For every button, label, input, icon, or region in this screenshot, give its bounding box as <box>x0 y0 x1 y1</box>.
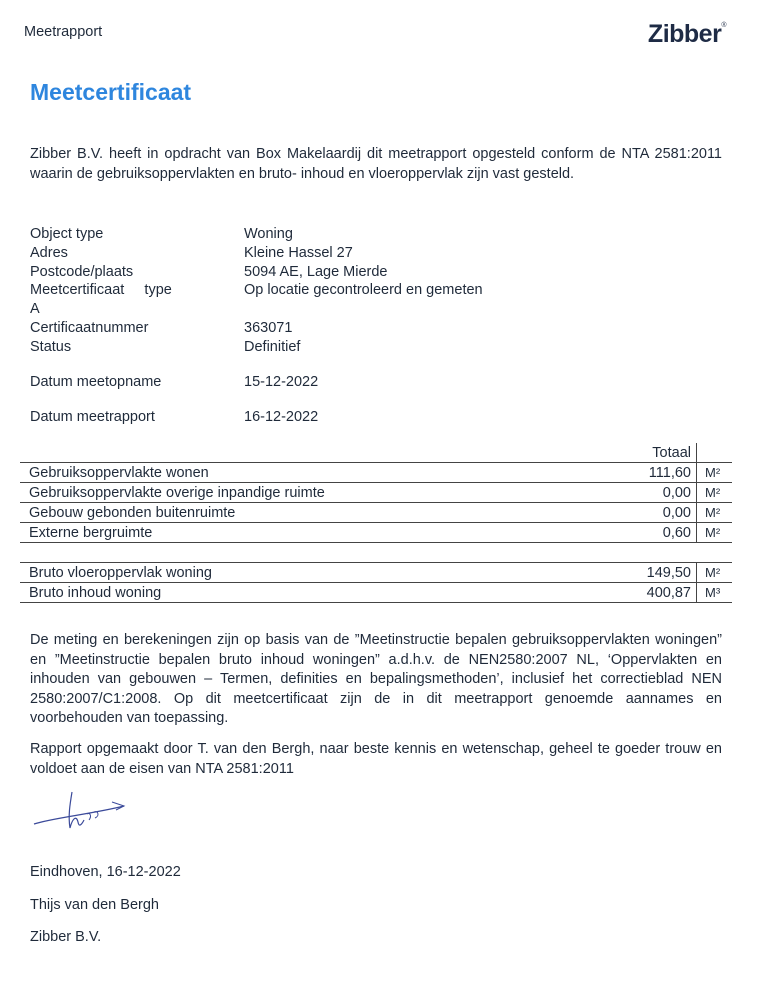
row-label: Gebouw gebonden buitenruimte <box>20 503 612 523</box>
zibber-logo <box>648 20 726 49</box>
intro-paragraph: Zibber B.V. heeft in opdracht van Box Makelaardij dit meetrapport opgesteld conform de NTA 2581:2011 waarin de gebruiksoppervlakten en bruto- inhoud en vloeroppervlak zijn vast gesteld. <box>30 146 722 182</box>
row-label: Gebruiksoppervlakte wonen <box>29 464 209 481</box>
measurement-table <box>20 443 732 603</box>
row-value: 0,00 <box>612 503 697 523</box>
table-row <box>20 503 732 523</box>
row-value: 0,00 <box>612 483 697 503</box>
cert-type-label: Meetcertificaat type <box>30 282 172 299</box>
row-unit: M² <box>697 523 733 543</box>
table-spacer <box>20 543 732 563</box>
total-header: Totaal <box>612 443 697 463</box>
row-value: 149,50 <box>612 563 697 583</box>
logo-text: Zibber <box>647 20 722 48</box>
postcode-label: Postcode/plaats <box>30 263 134 280</box>
row-unit: M² <box>697 563 733 583</box>
date-meetrapport <box>30 409 318 425</box>
footer-company: Zibber B.V. <box>30 929 102 945</box>
row-label: Bruto inhoud woning <box>20 583 612 603</box>
date-meetopname <box>30 374 318 390</box>
meetrapport-label: Datum meetrapport <box>30 409 155 425</box>
table-row <box>20 483 732 503</box>
row-value: 0,60 <box>612 523 697 543</box>
row-unit: M³ <box>697 583 733 603</box>
row-value: 400,87 <box>612 583 697 603</box>
row-label: Externe bergruimte <box>20 523 612 543</box>
status-value: Definitief <box>244 338 301 355</box>
meetrapport-value: 16-12-2022 <box>244 409 319 425</box>
statement-paragraph: Rapport opgemaakt door T. van den Bergh, naar beste kennis en wetenschap, geheel te goeder trouw en voldoet aan de eisen van NTA 2581:2011 <box>30 741 722 777</box>
header-title: Meetrapport <box>24 24 103 40</box>
object-type-value: Woning <box>244 226 293 242</box>
footer-place-date: Eindhoven, 16-12-2022 <box>30 864 181 880</box>
row-label: Bruto vloeroppervlak woning <box>20 563 612 583</box>
adres-value: Kleine Hassel 27 <box>244 244 353 261</box>
table-row <box>20 583 732 603</box>
object-info <box>30 225 483 357</box>
signature-image <box>32 784 132 844</box>
footer-name: Thijs van den Bergh <box>30 897 159 913</box>
row-unit: M² <box>705 464 721 480</box>
certnr-value: 363071 <box>244 319 293 336</box>
page-title: Meetcertificaat <box>30 79 192 105</box>
adres-label: Adres <box>30 244 68 261</box>
row-value: 111,60 <box>612 463 697 483</box>
table-row <box>20 463 732 483</box>
row-unit: M² <box>697 503 733 523</box>
postcode-value: 5094 AE, Lage Mierde <box>244 263 388 280</box>
meetopname-value: 15-12-2022 <box>244 374 319 390</box>
table-header-row <box>20 443 732 463</box>
object-type-label: Object type <box>30 226 104 242</box>
meetopname-label: Datum meetopname <box>30 374 162 390</box>
disclaimer-paragraph: De meting en berekeningen zijn op basis van de ”Meetinstructie bepalen gebruiksoppervlakten woningen” en ”Meetinstructie bepalen bruto inhoud woningen” a.d.h.v. de NEN2580:2007 NL, ‘Oppervlakten en inhouden van gebouwen – Termen, definities en bepalingsmethoden’, inclusief het correctieblad NEN 2580:2007/C1:2008. Op dit meetcertificaat zijn de in dit meetrapport genoemde aannames en voorbehouden van toepassing. <box>30 632 722 726</box>
table-row <box>20 523 732 543</box>
row-unit: M² <box>697 483 733 503</box>
certnr-label: Certificaatnummer <box>30 319 149 336</box>
row-label: Gebruiksoppervlakte overige inpandige ruimte <box>20 483 612 503</box>
table-row <box>20 563 732 583</box>
cert-type-value: Op locatie gecontroleerd en gemeten <box>244 282 483 299</box>
status-label: Status <box>30 338 72 355</box>
cert-type-label-cont: A <box>30 301 40 318</box>
logo-registered-mark: ® <box>721 22 726 29</box>
